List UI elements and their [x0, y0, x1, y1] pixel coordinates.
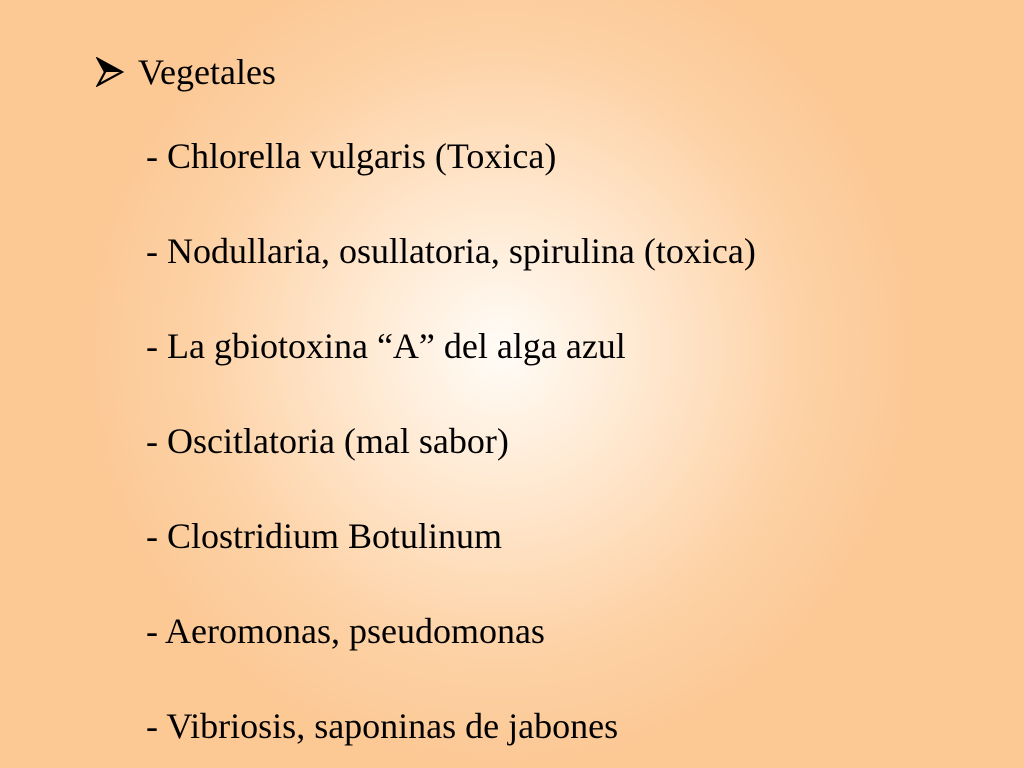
list-item: - Chlorella vulgaris (Toxica): [146, 136, 557, 176]
heading-text: Vegetales: [138, 52, 276, 92]
arrow-bullet-icon: [96, 57, 124, 87]
list-item: - Clostridium Botulinum: [146, 516, 503, 556]
list-item: - Vibriosis, saponinas de jabones: [146, 706, 619, 746]
list-item: - La gbiotoxina “A” del alga azul: [146, 326, 626, 366]
list-item: - Aeromonas, pseudomonas: [146, 611, 545, 651]
item-list: [146, 132, 756, 750]
list-item: - Nodullaria, osullatoria, spirulina (toxica): [146, 231, 756, 271]
list-item: - Oscitlatoria (mal sabor): [146, 421, 509, 461]
slide-heading: [96, 48, 276, 96]
